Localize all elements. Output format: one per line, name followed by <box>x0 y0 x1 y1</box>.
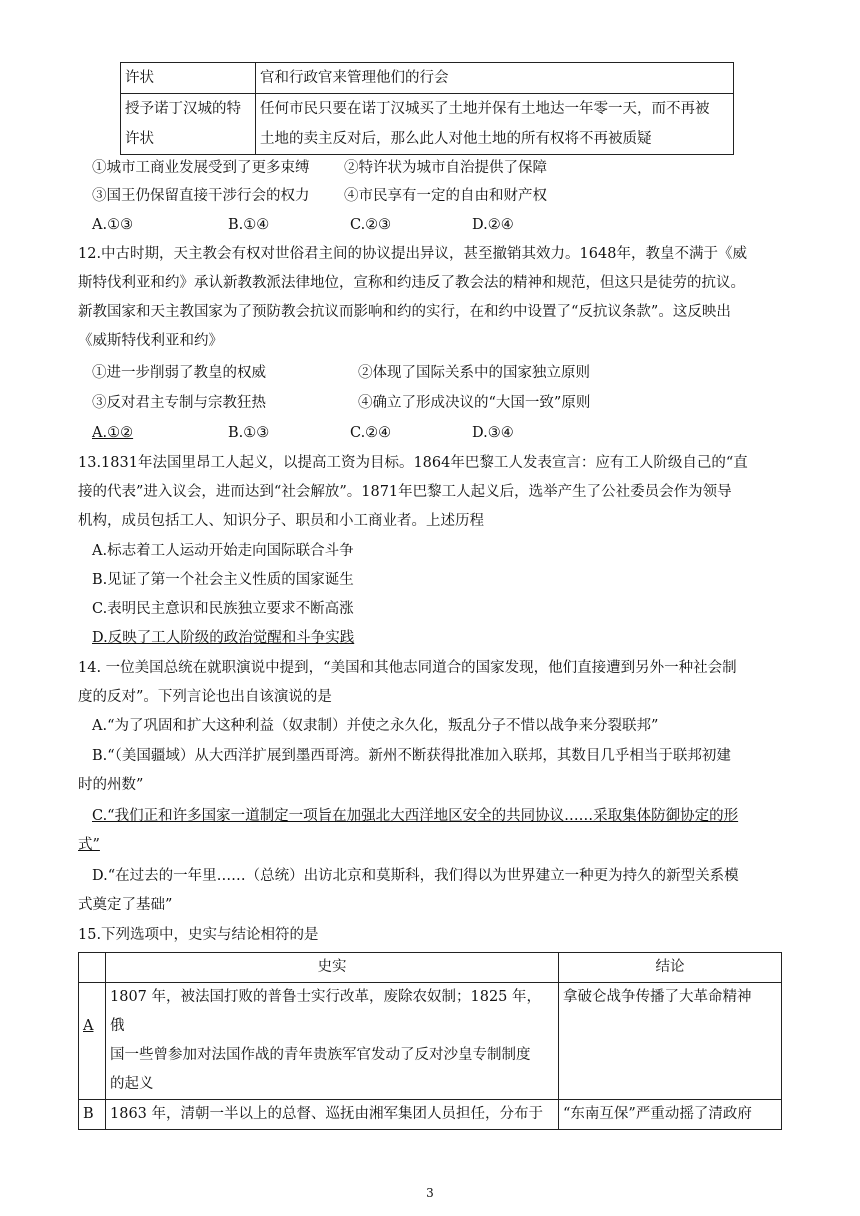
q14-option-a: A.“为了巩固和扩大这种利益（奴隶制）并使之永久化，叛乱分子不惜以战争来分裂联邦” <box>92 718 659 734</box>
q13-option-b: B.见证了第一个社会主义性质的国家诞生 <box>92 572 354 588</box>
table-cell: 1863 年，清朝一半以上的总督、巡抚由湘军集团人员担任，分布于 <box>106 1100 559 1130</box>
table-row <box>121 63 734 94</box>
q13-stem-line: 机构，成员包括工人、知识分子、职员和小工商业者。上述历程 <box>78 513 484 529</box>
table-cell: A <box>79 983 106 1100</box>
table-row <box>79 983 782 1100</box>
table-cell: 许状 <box>121 63 256 94</box>
q11-statement-2: ②特许状为城市自治提供了保障 <box>344 160 547 176</box>
q13-stem-line: 13.1831年法国里昂工人起义，以提高工资为目标。1864年巴黎工人发表宣言：应有工人阶级自己的“直 <box>78 455 748 471</box>
table-cell: B <box>79 1100 106 1130</box>
table-cell: 任何市民只要在诺丁汉城买了土地并保有土地达一年零一天，而不再被 土地的卖主反对后，那么此人对他土地的所有权将不再被质疑 <box>256 94 734 155</box>
q12-option-c: C.②④ <box>350 425 392 441</box>
charter-table <box>120 62 734 155</box>
table-cell: “东南互保”严重动摇了清政府 <box>559 1100 782 1130</box>
q13-option-c: C.表明民主意识和民族独立要求不断高涨 <box>92 601 354 617</box>
q11-option-b: B.①④ <box>228 217 270 233</box>
q13-option-a: A.标志着工人运动开始走向国际联合斗争 <box>92 543 354 559</box>
table-row <box>79 953 782 983</box>
table-row <box>79 1100 782 1130</box>
q12-statement-4: ④确立了形成决议的“大国一致”原则 <box>358 395 591 411</box>
q11-option-c: C.②③ <box>350 217 392 233</box>
table-row <box>121 94 734 155</box>
q14-option-b-cont: 时的州数” <box>78 777 144 793</box>
q11-statement-4: ④市民享有一定的自由和财产权 <box>344 188 547 204</box>
q11-option-a: A.①③ <box>92 217 134 233</box>
page-number: 3 <box>426 1186 434 1200</box>
table-cell: 官和行政官来管理他们的行会 <box>256 63 734 94</box>
fact-conclusion-table <box>78 952 782 1130</box>
q12-option-a: A.①② <box>92 425 134 441</box>
q14-option-b: B.“（美国疆域）从大西洋扩展到墨西哥湾。新州不断获得批准加入联邦，其数目几乎相当于联邦初建 <box>92 748 731 764</box>
q12-stem-line: 12.中古时期，天主教会有权对世俗君主间的协议提出异议，甚至撤销其效力。1648年，教皇不满于《威 <box>78 246 747 262</box>
q11-statement-1: ①城市工商业发展受到了更多束缚 <box>92 160 310 176</box>
q12-stem-line: 《威斯特伐利亚和约》 <box>78 333 223 349</box>
table-header-fact: 史实 <box>106 953 559 983</box>
q12-statement-2: ②体现了国际关系中的国家独立原则 <box>358 365 590 381</box>
q12-stem-line: 斯特伐利亚和约》承认新教教派法律地位，宣称和约违反了教会法的精神和规范，但这只是徒劳的抗议。 <box>78 275 745 291</box>
q14-option-d: D.“在过去的一年里……（总统）出访北京和莫斯科，我们得以为世界建立一种更为持久的新型关系模 <box>92 868 739 884</box>
q12-option-b: B.①③ <box>228 425 270 441</box>
q15-stem: 15.下列选项中，史实与结论相符的是 <box>78 927 319 943</box>
table-cell: 1807 年，被法国打败的普鲁士实行改革，废除农奴制；1825 年，俄 国一些曾参加对法国作战的青年贵族军官发动了反对沙皇专制制度 的起义 <box>106 983 559 1100</box>
table-header-conclusion: 结论 <box>559 953 782 983</box>
q14-option-c: C.“我们正和许多国家一道制定一项旨在加强北大西洋地区安全的共同协议……采取集体防御协定的形 <box>92 808 739 824</box>
q13-option-d: D.反映了工人阶级的政治觉醒和斗争实践 <box>92 630 355 646</box>
table-cell <box>79 953 106 983</box>
table-cell: 拿破仑战争传播了大革命精神 <box>559 983 782 1100</box>
table-cell: 授予诺丁汉城的特 许状 <box>121 94 256 155</box>
q11-statement-3: ③国王仍保留直接干涉行会的权力 <box>92 188 310 204</box>
q14-option-c-cont: 式” <box>78 837 100 853</box>
q14-stem-line: 度的反对”。下列言论也出自该演说的是 <box>78 689 332 705</box>
q12-option-d: D.③④ <box>472 425 514 441</box>
q14-stem-line: 14. 一位美国总统在就职演说中提到，“美国和其他志同道合的国家发现，他们直接遭到另外一种社会制 <box>78 660 737 676</box>
q12-statement-3: ③反对君主专制与宗教狂热 <box>92 395 266 411</box>
q11-option-d: D.②④ <box>472 217 514 233</box>
q12-statement-1: ①进一步削弱了教皇的权威 <box>92 365 266 381</box>
q13-stem-line: 接的代表”进入议会，进而达到“社会解放”。1871年巴黎工人起义后，选举产生了公社委员会作为领导 <box>78 484 732 500</box>
q14-option-d-cont: 式奠定了基础” <box>78 897 173 913</box>
q12-stem-line: 新教国家和天主教国家为了预防教会抗议而影响和约的实行，在和约中设置了“反抗议条款”。这反映出 <box>78 304 731 320</box>
